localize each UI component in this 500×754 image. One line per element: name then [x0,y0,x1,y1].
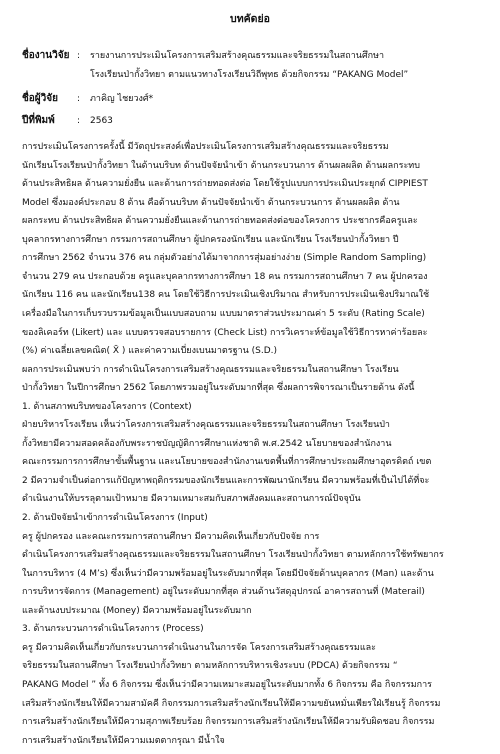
abstract-line: เครื่องมือในการเก็บรวบรวมข้อมูลเป็นแบบสอบถาม แบบมาตราส่วนประมาณค่า 5 ระดับ (Rating Scale) [22,309,425,319]
abstract-line: คณะกรรมการการศึกษาขั้นพื้นฐาน และนโยบายของสำนักงานเขตพื้นที่การศึกษาประถมศึกษาอุตรดิตถ์ เขต [22,457,432,468]
abstract-line: ครู ผู้ปกครอง และคณะกรรมการสถานศึกษา มีความคิดเห็นเกี่ยวกับปัจจัย การ [22,531,320,542]
abstract-line: ฝ่ายบริหารโรงเรียน เห็นว่าโครงการเสริมสร้างคุณธรรมและจริยธรรมในสถานศึกษา โรงเรียนป่า [22,420,390,431]
abstract-line: ดำเนินโครงการเสริมสร้างคุณธรรมและจริยธรรมในสถานศึกษา โรงเรียนป่ากั้งวิทยา ตามหลักการใช้ทรัพยากร [22,550,444,561]
abstract-line: กั้งวิทยามีความสอดคล้องกับพระราชบัญญัติการศึกษาแห่งชาติ พ.ศ.2542 นโยบายของสำนักงาน [22,438,392,449]
abstract-line: การเสริมสร้างนักเรียนให้มีความสุภาพเรียบร้อย กิจกรรมการเสริมสร้างนักเรียนให้มีความรับผิดชอบ กิจกรรม [22,717,435,728]
abstract-line: ด้านประสิทธิผล ด้านความยั่งยืน และด้านการถ่ายทอดส่งต่อ โดยใช้รูปแบบการประเมินประยุกต์ CIPPIEST [22,179,428,190]
abstract-line: นักเรียนโรงเรียนป่ากั้งวิทยา ในด้านบริบท ด้านปัจจัยนำเข้า ด้านกระบวนการ ด้านผลผลิต ด้านผลกระทบ [22,160,420,171]
abstract-line: การศึกษา 2562 จำนวน 376 คน กลุ่มตัวอย่างได้มาจากการสุ่มอย่างง่าย (Simple Random Sampling) [22,253,427,264]
abstract-line: (%) ค่าเฉลี่ยเลขคณิต( X̄ ) และค่าความเบี่ยงเบนมาตรฐาน (S.D.) [22,346,278,357]
abstract-line: และด้านงบประมาณ (Money) มีความพร้อมอยู่ในระดับมาก [22,605,252,616]
abstract-line: 3. ด้านกระบวนการดำเนินโครงการ (Process) [22,624,204,635]
page-title: บทคัดย่อ [230,13,270,25]
abstract-line: ผลการประเมินพบว่า การดำเนินโครงการเสริมสร้างคุณธรรมและจริยธรรมในสถานศึกษา โรงเรียน [22,364,399,375]
abstract-line: การเสริมสร้างนักเรียนให้มีความเมตตากรุณา มีน้ำใจ [22,735,225,746]
publish-year-colon: : [77,116,81,126]
research-title-colon: : [77,51,81,61]
abstract-line: จำนวน 279 คน ประกอบด้วย ครูและบุคลากรทางการศึกษา 18 คน กรรมการสถานศึกษา 7 คน ผู้ปกครอง [22,271,428,282]
abstract-line: ในการบริหาร (4 M’s) ซึ่งเห็นว่ามีความพร้อมอยู่ในระดับมากที่สุด โดยมีปัจจัยด้านบุคลากร (Man) และด้าน [22,568,434,579]
research-title-label: ชื่องานวิจัย [22,50,70,61]
abstract-line: PAKANG Model ” ทั้ง 6 กิจกรรม ซึ่งเห็นว่ามีความเหมาะสมอยู่ในระดับมากทั้ง 6 กิจกรรม คือ กิจกรรมการ [22,680,433,690]
abstract-line: ครู มีความคิดเห็นเกี่ยวกับกระบวนการดำเนินงานในการจัด โครงการเสริมสร้างคุณธรรมและ [22,642,377,653]
research-title-line-2: โรงเรียนป่ากั้งวิทยา ตามแนวทางโรงเรียนวิถีพุทธ ด้วยกิจกรรม “PAKANG Model” [90,70,409,80]
abstract-line: ของลิเคอร์ท (Likert) และ แบบตรวจสอบรายการ (Check List) การวิเคราะห์ข้อมูลใช้วิธีการหาค่าร้อยละ [22,327,428,338]
abstract-line: บุคลากรทางการศึกษา กรรมการสถานศึกษา ผู้ปกครองนักเรียน และนักเรียน โรงเรียนป่ากั้งวิทยา ปี [22,234,399,245]
author-label: ชื่อผู้วิจัย [22,93,58,104]
abstract-line: 2 มีความจำเป็นต่อการแก้ปัญหาพฤติกรรมของนักเรียนและการพัฒนานักเรียน มีความพร้อมที่เป็นไปได้ที่จะ [22,475,430,486]
author-name: ภาคิญ ไชยวงศ์* [90,94,154,104]
abstract-line: Model ซึ่งมองค์ประกอบ 8 ด้าน คือด้านบริบท ด้านปัจจัยนำเข้า ด้านกระบวนการ ด้านผลผลิต ด้าน [22,197,400,208]
abstract-line: ดำเนินงานให้บรรลุตามเป้าหมาย มีความเหมาะสมกับสภาพสังคมและสถานการณ์ปัจจุบัน [22,494,361,505]
abstract-line: ป่ากั้งวิทยา ในปีการศึกษา 2562 โดยภาพรวมอยู่ในระดับมากที่สุด ซึ่งผลการพิจารณาเป็นรายด้าน ดังนี้ [22,383,415,394]
author-colon: : [77,94,81,104]
abstract-line: ผลกระทบ ด้านประสิทธิผล ด้านความยั่งยืนและด้านการถ่ายทอดส่งต่อของโครงการ ประชากรคือครูและ [22,216,418,227]
abstract-line: เสริมสร้างนักเรียนให้มีความสามัคคี กิจกรรมการเสริมสร้างนักเรียนให้มีความขยันหมั่นเพียรใฝ่เรียนรู้ กิจกรรม [22,698,441,709]
abstract-line: จริยธรรมในสถานศึกษา โรงเรียนป่ากั้งวิทยา ตามหลักการบริหารเชิงระบบ (PDCA) ด้วยกิจกรรม “ [22,661,398,672]
abstract-line: การประเมินโครงการครั้งนี้ มีวัตถุประสงค์เพื่อประเมินโครงการเสริมสร้างคุณธรรมและจริยธรรม [22,142,389,152]
publish-year-value: 2563 [90,116,113,126]
abstract-line: 1. ด้านสภาพบริบทของโครงการ (Context) [22,401,192,412]
research-title-line-1: รายงานการประเมินโครงการเสริมสร้างคุณธรรมและจริยธรรมในสถานศึกษา [90,51,385,61]
abstract-line: การบริหารจัดการ (Management) อยู่ในระดับมากที่สุด ส่วนด้านวัสดุอุปกรณ์ อาคารสถานที่ (Materail) [22,587,425,598]
abstract-line: นักเรียน 116 คน และนักเรียน138 คน โดยใช้วิธีการประเมินเชิงปริมาณ สำหรับการประเมินเชิงปริมาณใช้ [22,290,430,301]
abstract-line: 2. ด้านปัจจัยนำเข้าการดำเนินโครงการ (Input) [22,513,208,523]
publish-year-label: ปีที่พิมพ์ [22,115,55,126]
